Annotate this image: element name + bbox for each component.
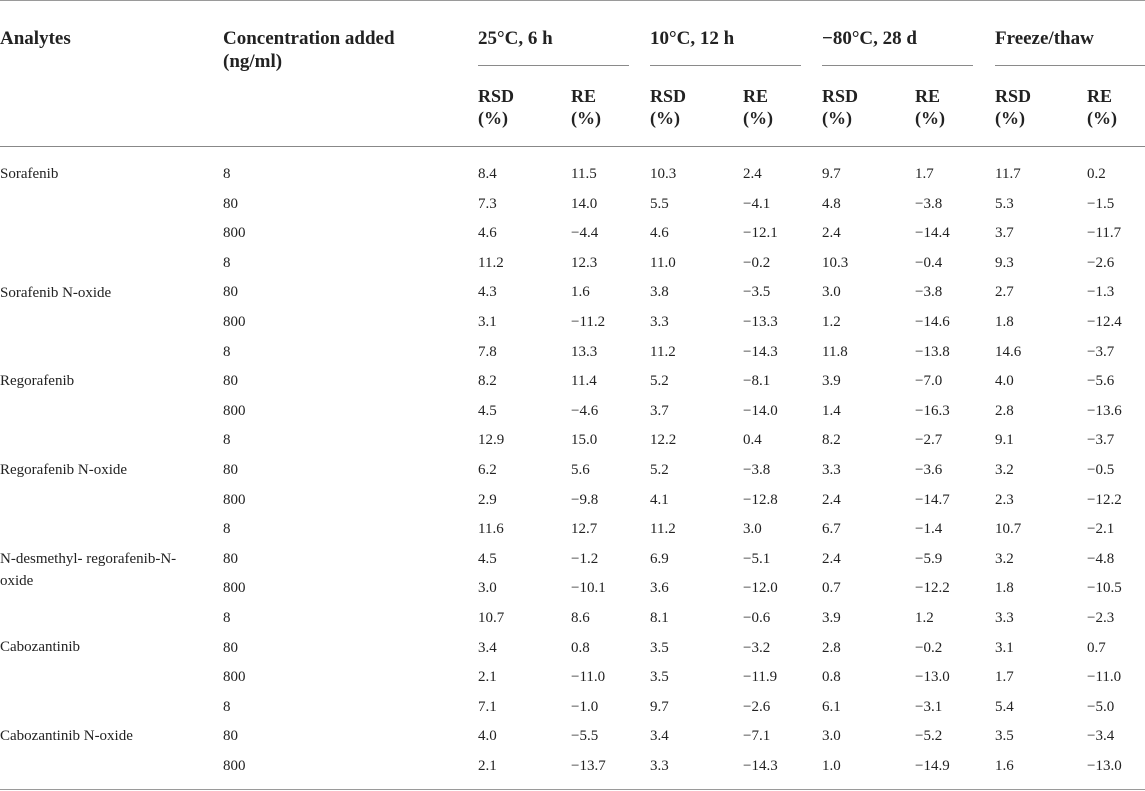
rsd-cell: 2.8 xyxy=(822,640,841,656)
rsd-cell: 11.8 xyxy=(822,344,848,360)
rsd-cell: 3.0 xyxy=(478,580,497,596)
re-cell: 0.2 xyxy=(1087,166,1106,182)
re-cell: 0.7 xyxy=(1087,640,1106,656)
re-cell: −1.2 xyxy=(571,551,599,567)
rsd-cell: 14.6 xyxy=(995,344,1022,360)
rsd-cell: 3.3 xyxy=(650,314,669,330)
rsd-cell: 5.5 xyxy=(650,196,669,212)
rsd-cell: 3.1 xyxy=(478,314,497,330)
rsd-cell: 1.7 xyxy=(995,669,1014,685)
rsd-cell: 3.0 xyxy=(822,728,841,744)
concentration-cell: 8 xyxy=(223,344,231,360)
re-cell: 1.7 xyxy=(915,166,934,182)
group-rule-25c-6h xyxy=(478,65,629,66)
re-cell: 12.7 xyxy=(571,521,598,537)
rsd-cell: 3.3 xyxy=(822,462,841,478)
re-cell: −10.1 xyxy=(571,580,606,596)
re-cell: −3.7 xyxy=(1087,344,1115,360)
re-cell: 5.6 xyxy=(571,462,590,478)
header-rsd: RSD (%) xyxy=(650,86,687,128)
concentration-cell: 800 xyxy=(223,403,246,419)
re-cell: −3.6 xyxy=(915,462,943,478)
re-cell: 3.0 xyxy=(743,521,762,537)
re-cell: −2.1 xyxy=(1087,521,1115,537)
concentration-cell: 800 xyxy=(223,758,246,774)
rsd-cell: 1.8 xyxy=(995,314,1014,330)
group-rule-10c-12h xyxy=(650,65,801,66)
concentration-cell: 80 xyxy=(223,551,238,567)
analyte-name: Sorafenib N-oxide xyxy=(0,285,112,301)
re-cell: −12.0 xyxy=(743,580,778,596)
rsd-cell: 1.6 xyxy=(995,758,1014,774)
rsd-cell: 6.7 xyxy=(822,521,841,537)
re-cell: −3.2 xyxy=(743,640,771,656)
re-cell: −12.4 xyxy=(1087,314,1122,330)
re-cell: 14.0 xyxy=(571,196,598,212)
rsd-cell: 4.6 xyxy=(478,225,497,241)
rsd-cell: 2.4 xyxy=(822,225,841,241)
rsd-cell: 10.7 xyxy=(995,521,1022,537)
concentration-cell: 8 xyxy=(223,432,231,448)
header-re: RE (%) xyxy=(915,86,945,128)
re-cell: −10.5 xyxy=(1087,580,1122,596)
concentration-cell: 80 xyxy=(223,462,238,478)
group-rule-minus80c-28d xyxy=(822,65,973,66)
re-cell: −0.5 xyxy=(1087,462,1115,478)
re-cell: −13.7 xyxy=(571,758,606,774)
re-cell: −3.7 xyxy=(1087,432,1115,448)
rsd-cell: 10.3 xyxy=(650,166,677,182)
analyte-name: Cabozantinib N-oxide xyxy=(0,728,133,744)
header-rsd: RSD (%) xyxy=(995,86,1032,128)
re-cell: −14.4 xyxy=(915,225,950,241)
rsd-cell: 11.7 xyxy=(995,166,1021,182)
re-cell: −5.1 xyxy=(743,551,771,567)
concentration-cell: 800 xyxy=(223,580,246,596)
rsd-cell: 8.4 xyxy=(478,166,497,182)
rsd-cell: 11.0 xyxy=(650,255,676,271)
rsd-cell: 2.9 xyxy=(478,492,497,508)
re-cell: 11.4 xyxy=(571,373,597,389)
re-cell: −2.7 xyxy=(915,432,943,448)
re-cell: −0.4 xyxy=(915,255,943,271)
re-cell: −3.5 xyxy=(743,284,771,300)
re-cell: −11.0 xyxy=(571,669,606,685)
re-cell: −14.7 xyxy=(915,492,950,508)
rsd-cell: 3.4 xyxy=(478,640,497,656)
rsd-cell: 5.2 xyxy=(650,462,669,478)
rsd-cell: 3.5 xyxy=(995,728,1014,744)
header-rsd: RSD (%) xyxy=(822,86,859,128)
rsd-cell: 3.5 xyxy=(650,669,669,685)
rsd-cell: 0.8 xyxy=(822,669,841,685)
rsd-cell: 11.2 xyxy=(478,255,504,271)
re-cell: −2.6 xyxy=(1087,255,1115,271)
re-cell: −1.4 xyxy=(915,521,943,537)
header-group-freeze-thaw: Freeze/thaw xyxy=(995,28,1094,49)
re-cell: −11.9 xyxy=(743,669,778,685)
rsd-cell: 6.2 xyxy=(478,462,497,478)
re-cell: −13.0 xyxy=(1087,758,1122,774)
rsd-cell: 9.1 xyxy=(995,432,1014,448)
re-cell: −7.1 xyxy=(743,728,771,744)
concentration-cell: 8 xyxy=(223,521,231,537)
analyte-name: Cabozantinib xyxy=(0,639,80,655)
concentration-cell: 80 xyxy=(223,284,238,300)
re-cell: −3.8 xyxy=(915,284,943,300)
rsd-cell: 3.0 xyxy=(822,284,841,300)
analyte-name: N-desmethyl- regorafenib-N-oxide xyxy=(0,551,177,589)
concentration-cell: 8 xyxy=(223,699,231,715)
rsd-cell: 4.0 xyxy=(995,373,1014,389)
rsd-cell: 1.4 xyxy=(822,403,841,419)
concentration-cell: 80 xyxy=(223,196,238,212)
re-cell: −8.1 xyxy=(743,373,771,389)
re-cell: −16.3 xyxy=(915,403,950,419)
rsd-cell: 9.3 xyxy=(995,255,1014,271)
re-cell: 11.5 xyxy=(571,166,597,182)
rsd-cell: 1.8 xyxy=(995,580,1014,596)
rsd-cell: 8.2 xyxy=(478,373,497,389)
re-cell: −4.1 xyxy=(743,196,771,212)
re-cell: −5.6 xyxy=(1087,373,1115,389)
header-concentration: Concentration added (ng/ml) xyxy=(223,28,395,72)
rsd-cell: 5.4 xyxy=(995,699,1014,715)
analyte-name: Sorafenib xyxy=(0,166,59,182)
rsd-cell: 3.3 xyxy=(650,758,669,774)
rsd-cell: 2.3 xyxy=(995,492,1014,508)
rsd-cell: 11.2 xyxy=(650,521,676,537)
rsd-cell: 7.3 xyxy=(478,196,497,212)
rsd-cell: 9.7 xyxy=(650,699,669,715)
re-cell: −13.3 xyxy=(743,314,778,330)
rsd-cell: 3.4 xyxy=(650,728,669,744)
rsd-cell: 3.2 xyxy=(995,551,1014,567)
re-cell: 0.4 xyxy=(743,432,762,448)
header-re: RE (%) xyxy=(743,86,773,128)
rsd-cell: 3.2 xyxy=(995,462,1014,478)
re-cell: −12.2 xyxy=(915,580,950,596)
rsd-cell: 4.5 xyxy=(478,551,497,567)
re-cell: −1.0 xyxy=(571,699,599,715)
header-rule xyxy=(0,146,1145,147)
concentration-cell: 8 xyxy=(223,255,231,271)
re-cell: 0.8 xyxy=(571,640,590,656)
rsd-cell: 4.8 xyxy=(822,196,841,212)
rsd-cell: 2.7 xyxy=(995,284,1014,300)
re-cell: −11.0 xyxy=(1087,669,1122,685)
group-rule-freeze-thaw xyxy=(995,65,1145,66)
re-cell: −13.0 xyxy=(915,669,950,685)
rsd-cell: 1.0 xyxy=(822,758,841,774)
re-cell: −14.6 xyxy=(915,314,950,330)
re-cell: −7.0 xyxy=(915,373,943,389)
rsd-cell: 5.3 xyxy=(995,196,1014,212)
re-cell: −0.2 xyxy=(915,640,943,656)
concentration-cell: 800 xyxy=(223,492,246,508)
rsd-cell: 2.1 xyxy=(478,758,497,774)
re-cell: −13.8 xyxy=(915,344,950,360)
re-cell: −12.8 xyxy=(743,492,778,508)
re-cell: −3.8 xyxy=(743,462,771,478)
re-cell: −2.6 xyxy=(743,699,771,715)
rsd-cell: 3.8 xyxy=(650,284,669,300)
rsd-cell: 7.1 xyxy=(478,699,497,715)
re-cell: −14.0 xyxy=(743,403,778,419)
rsd-cell: 10.3 xyxy=(822,255,849,271)
re-cell: −14.3 xyxy=(743,344,778,360)
re-cell: −11.2 xyxy=(571,314,606,330)
header-group-minus80c-28d: −80°C, 28 d xyxy=(822,28,917,49)
re-cell: −1.5 xyxy=(1087,196,1115,212)
rsd-cell: 2.4 xyxy=(822,551,841,567)
re-cell: 15.0 xyxy=(571,432,598,448)
re-cell: −3.1 xyxy=(915,699,943,715)
re-cell: −5.2 xyxy=(915,728,943,744)
re-cell: −3.4 xyxy=(1087,728,1115,744)
re-cell: −4.6 xyxy=(571,403,599,419)
rsd-cell: 3.7 xyxy=(995,225,1014,241)
re-cell: 8.6 xyxy=(571,610,590,626)
rsd-cell: 5.2 xyxy=(650,373,669,389)
re-cell: −12.1 xyxy=(743,225,778,241)
rsd-cell: 3.6 xyxy=(650,580,669,596)
concentration-cell: 8 xyxy=(223,610,231,626)
re-cell: −14.3 xyxy=(743,758,778,774)
re-cell: −9.8 xyxy=(571,492,599,508)
rsd-cell: 4.6 xyxy=(650,225,669,241)
bottom-rule xyxy=(0,789,1145,790)
re-cell: −11.7 xyxy=(1087,225,1122,241)
re-cell: −14.9 xyxy=(915,758,950,774)
header-analytes: Analytes xyxy=(0,28,71,49)
re-cell: −2.3 xyxy=(1087,610,1115,626)
concentration-cell: 80 xyxy=(223,640,238,656)
re-cell: 1.2 xyxy=(915,610,934,626)
rsd-cell: 3.1 xyxy=(995,640,1014,656)
analyte-name: Regorafenib xyxy=(0,373,75,389)
re-cell: −0.2 xyxy=(743,255,771,271)
re-cell: −3.8 xyxy=(915,196,943,212)
rsd-cell: 2.1 xyxy=(478,669,497,685)
re-cell: 12.3 xyxy=(571,255,598,271)
re-cell: 2.4 xyxy=(743,166,762,182)
rsd-cell: 6.1 xyxy=(822,699,841,715)
re-cell: −4.8 xyxy=(1087,551,1115,567)
rsd-cell: 4.1 xyxy=(650,492,669,508)
rsd-cell: 6.9 xyxy=(650,551,669,567)
concentration-cell: 800 xyxy=(223,669,246,685)
rsd-cell: 4.0 xyxy=(478,728,497,744)
header-group-10c-12h: 10°C, 12 h xyxy=(650,28,735,49)
rsd-cell: 11.6 xyxy=(478,521,504,537)
rsd-cell: 0.7 xyxy=(822,580,841,596)
re-cell: −5.5 xyxy=(571,728,599,744)
rsd-cell: 3.7 xyxy=(650,403,669,419)
rsd-cell: 3.9 xyxy=(822,610,841,626)
concentration-cell: 80 xyxy=(223,373,238,389)
rsd-cell: 3.5 xyxy=(650,640,669,656)
top-rule xyxy=(0,0,1145,1)
rsd-cell: 10.7 xyxy=(478,610,505,626)
re-cell: −4.4 xyxy=(571,225,599,241)
rsd-cell: 7.8 xyxy=(478,344,497,360)
analyte-name: Regorafenib N-oxide xyxy=(0,462,128,478)
rsd-cell: 1.2 xyxy=(822,314,841,330)
concentration-cell: 800 xyxy=(223,225,246,241)
rsd-cell: 4.5 xyxy=(478,403,497,419)
re-cell: −12.2 xyxy=(1087,492,1122,508)
re-cell: −0.6 xyxy=(743,610,771,626)
rsd-cell: 3.3 xyxy=(995,610,1014,626)
re-cell: 1.6 xyxy=(571,284,590,300)
concentration-cell: 8 xyxy=(223,166,231,182)
header-re: RE (%) xyxy=(571,86,601,128)
re-cell: −1.3 xyxy=(1087,284,1115,300)
rsd-cell: 4.3 xyxy=(478,284,497,300)
header-re: RE (%) xyxy=(1087,86,1117,128)
re-cell: −5.0 xyxy=(1087,699,1115,715)
re-cell: 13.3 xyxy=(571,344,598,360)
rsd-cell: 3.9 xyxy=(822,373,841,389)
header-rsd: RSD (%) xyxy=(478,86,515,128)
re-cell: −5.9 xyxy=(915,551,943,567)
concentration-cell: 80 xyxy=(223,728,238,744)
rsd-cell: 8.1 xyxy=(650,610,669,626)
rsd-cell: 12.2 xyxy=(650,432,677,448)
rsd-cell: 9.7 xyxy=(822,166,841,182)
concentration-cell: 800 xyxy=(223,314,246,330)
rsd-cell: 12.9 xyxy=(478,432,505,448)
header-group-25c-6h: 25°C, 6 h xyxy=(478,28,553,49)
rsd-cell: 2.8 xyxy=(995,403,1014,419)
re-cell: −13.6 xyxy=(1087,403,1122,419)
rsd-cell: 11.2 xyxy=(650,344,676,360)
rsd-cell: 8.2 xyxy=(822,432,841,448)
rsd-cell: 2.4 xyxy=(822,492,841,508)
